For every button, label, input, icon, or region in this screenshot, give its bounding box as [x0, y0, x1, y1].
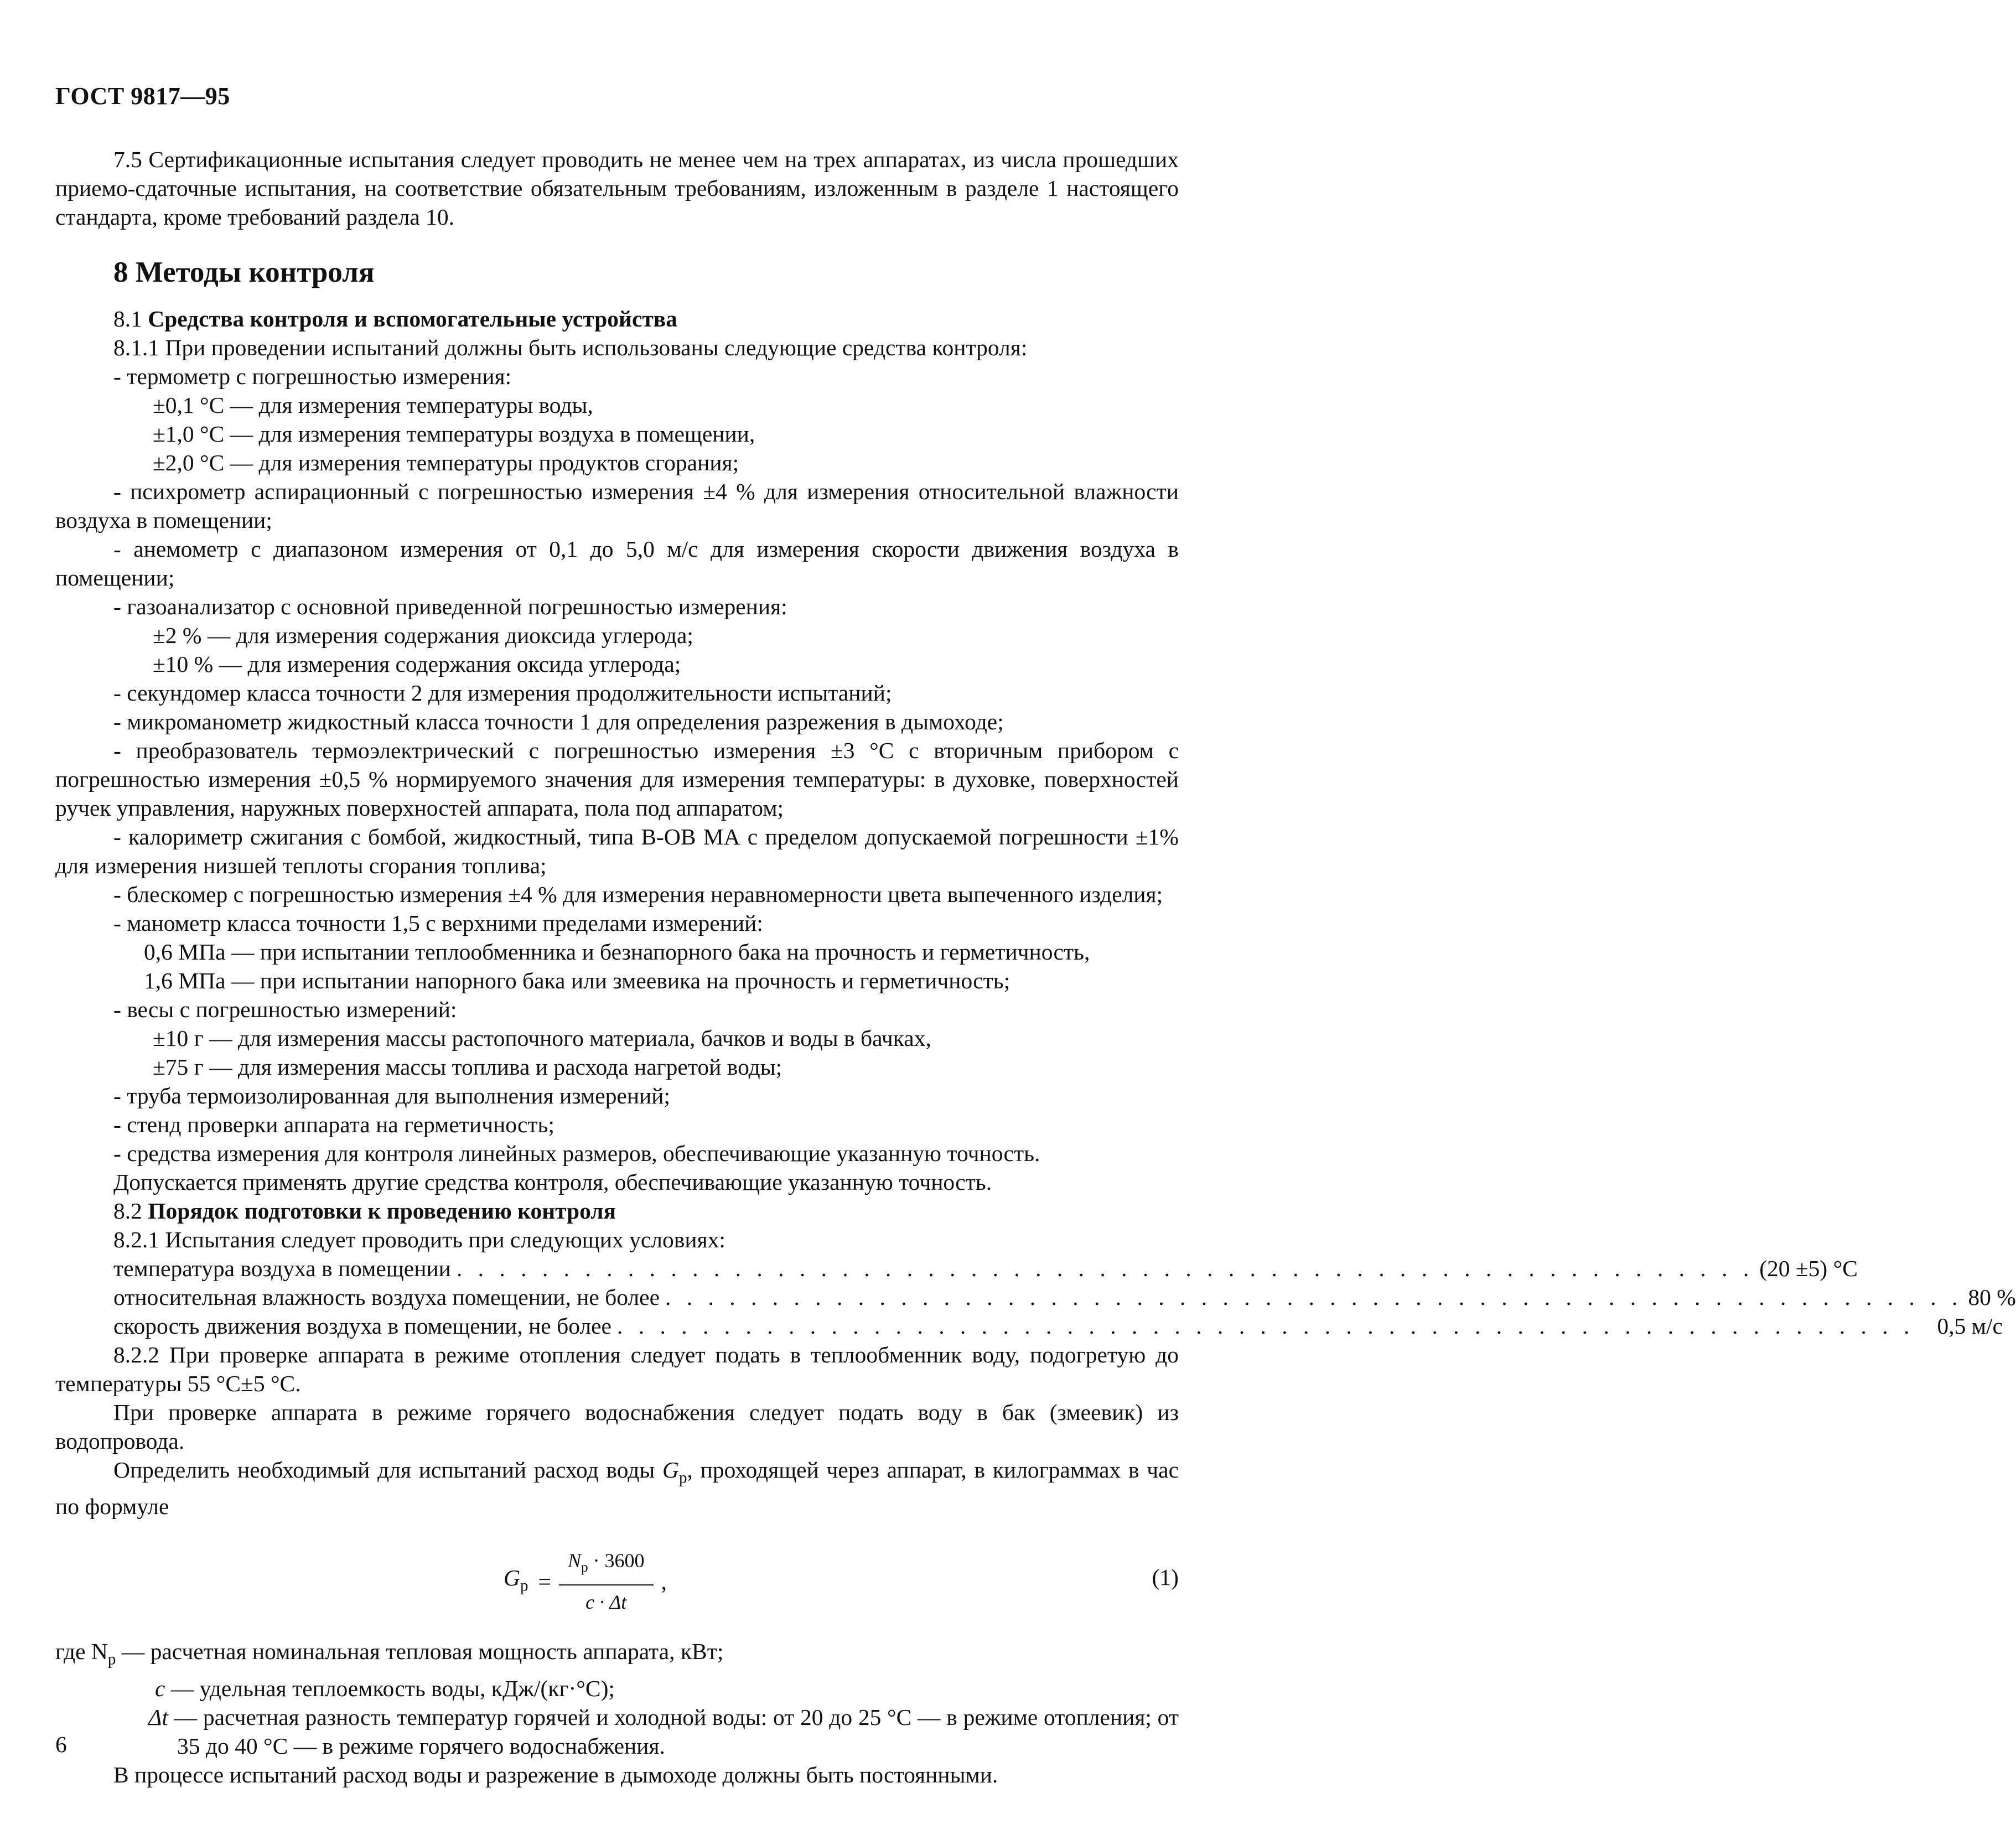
legend-symbol: c [155, 1675, 165, 1701]
list-item-glossmeter: - блескомер с погрешностью измерения ±4 % для измерения неравномерности цвета выпеченного изделия; [113, 882, 1163, 907]
list-item-thermoelectric-converter: - преобразователь термоэлектрический с погрешностью измерения ±3 °C с вторичным прибором с погрешностью измерения ±0,5 % нормируемого значения для измерения температуры: в духовке, поверхностей ручек управления, наружных поверхностей аппарата, пола под аппаратом; [55, 738, 1179, 821]
paragraph-8-1-1: 8.1.1 При проведении испытаний должны быть использованы следующие средства контроля: [113, 335, 1028, 360]
paragraph-8-2-1: 8.2.1 Испытания следует проводить при следующих условиях: [113, 1227, 725, 1252]
legend-item [55, 1637, 1179, 1673]
scales-detail-2: ±75 г — для измерения массы топлива и расхода нагретой воды; [153, 1054, 782, 1080]
legend-item [55, 1674, 1179, 1703]
list-item-micromanometer: - микроманометр жидкостный класса точности 1 для определения разрежения в дымоходе; [113, 709, 1004, 734]
condition-value: 0,5 м/с [1920, 1313, 2003, 1339]
subsection-8-2-heading [55, 1196, 1179, 1225]
formula-expression [504, 1546, 667, 1616]
condition-label: температура воздуха в помещении [113, 1256, 451, 1281]
paragraph-constant: В процессе испытаний расход воды и разрежение в дымоходе должны быть постоянными. [113, 1761, 998, 1787]
list-item-calorimeter: - калориметр сжигания с бомбой, жидкостный, типа В-ОВ МА с пределом допускаемой погрешности ±1% для измерения низшей теплоты сгорания топлива; [55, 824, 1179, 878]
subsection-8-2-title: Порядок подготовки к проведению контроля [148, 1198, 616, 1224]
condition-row [55, 1254, 1858, 1283]
list-item-stopwatch: - секундомер класса точности 2 для измерения продолжительности испытаний; [113, 680, 892, 706]
list-item-linear-measure: - средства измерения для контроля линейных размеров, обеспечивающие указанную точность. [113, 1141, 1040, 1166]
list-item-psychrometer: - психрометр аспирационный с погрешностью измерения ±4 % для измерения относительной влажности воздуха в помещении; [55, 479, 1179, 533]
list-item-anemometer: - анемометр с диапазоном измерения от 0,1 до 5,0 м/с для измерения скорости движения воздуха в помещении; [55, 536, 1179, 590]
subsection-8-2-number: 8.2 [113, 1198, 142, 1224]
legend-text: — удельная теплоемкость воды, кДж/(кг·°C); [165, 1675, 615, 1701]
subsection-8-1-heading [55, 304, 1179, 333]
formula-fraction [559, 1546, 654, 1616]
flow-text-a: Определить необходимый для испытаний расход воды [113, 1457, 663, 1483]
thermometer-detail-2: ±1,0 °C — для измерения температуры воздуха в помещении, [153, 421, 755, 447]
gas-detail-2: ±10 % — для измерения содержания оксида углерода; [153, 651, 681, 677]
list-item-stand: - стенд проверки аппарата на герметичность; [113, 1112, 555, 1137]
standard-header: ГОСТ 9817—95 [55, 82, 230, 110]
subsection-8-1-title: Средства контроля и вспомогательные устройства [148, 306, 677, 331]
leader-dots: . . . . . . . . . . . . . . . . . . . . . . . . . . . . . . . . . . . . . . . . . . . . . . . . . . . . . . . . . . . . . [456, 1256, 1754, 1281]
scales-detail-1: ±10 г — для измерения массы растопочного материала, бачков и воды в бачках, [153, 1025, 931, 1051]
legend-symbol: Δt [148, 1704, 168, 1730]
legend-text: — расчетная номинальная тепловая мощность аппарата, кВт; [116, 1639, 724, 1665]
legend-text: — расчетная разность температур горячей и холодной воды: от 20 до 25 °C — в режиме отопления; от 35 до 40 °C — в режиме горячего водоснабжения. [168, 1704, 1179, 1759]
formula-lhs-sub: р [520, 1577, 528, 1595]
paragraph-hot-water: При проверке аппарата в режиме горячего водоснабжения следует подать воду в бак (змеевик) из водопровода. [55, 1400, 1179, 1454]
manometer-detail-2: 1,6 МПа — при испытании напорного бака или змеевика на прочность и герметичность; [144, 968, 1010, 993]
paragraph-8-2-2: 8.2.2 При проверке аппарата в режиме отопления следует подать в теплообменник воду, подогретую до температуры 55 °C±5 °C. [55, 1342, 1179, 1396]
list-item-manometer: - манометр класса точности 1,5 с верхними пределами измерений: [113, 910, 763, 936]
formula-tail: , [661, 1568, 667, 1594]
paragraph-7-5: 7.5 Сертификационные испытания следует проводить не менее чем на трех аппаратах, из числа прошедших приемо-сдаточные испытания, на соответствие обязательным требованиям, изложенным в разделе 1 настоящего стандарта, кроме требований раздела 10. [55, 147, 1179, 230]
formula-legend [55, 1637, 1179, 1760]
formula-1 [55, 1541, 1179, 1624]
paragraph-allowed-other: Допускается применять другие средства контроля, обеспечивающие указанную точность. [113, 1169, 992, 1195]
formula-numerator-var: N [567, 1550, 581, 1572]
condition-row [55, 1312, 2003, 1340]
paragraph-flow [55, 1455, 1179, 1521]
list-item-scales: - весы с погрешностью измерений: [113, 997, 457, 1022]
condition-value: (20 ±5) °C [1759, 1256, 1858, 1281]
condition-label: относительная влажность воздуха помещении, не более [113, 1284, 660, 1310]
legend-item [55, 1703, 1179, 1760]
condition-row [55, 1283, 2016, 1312]
legend-symbol-sub: р [107, 1650, 116, 1668]
condition-label: скорость движения воздуха в помещении, не более [113, 1313, 611, 1339]
equation-number: (1) [1152, 1564, 1179, 1590]
formula-equals: = [538, 1568, 551, 1594]
page-number: 6 [55, 1732, 67, 1757]
condition-value: 80 % [1968, 1284, 2016, 1310]
thermometer-detail-1: ±0,1 °C — для измерения температуры воды, [153, 392, 593, 418]
formula-lhs [504, 1563, 528, 1600]
list-item-gas-analyzer: - газоанализатор с основной приведенной погрешностью измерения: [113, 594, 787, 619]
formula-numerator-sub: р [581, 1560, 588, 1576]
formula-denominator: c · Δt [585, 1591, 627, 1614]
list-item-thermometer: - термометр с погрешностью измерения: [113, 364, 512, 389]
subsection-8-1-number: 8.1 [113, 306, 142, 331]
section-8-heading: 8 Методы контроля [113, 256, 375, 288]
flow-text-b: , проходящей через аппарат, в килограммах в час по формуле [55, 1457, 1179, 1520]
formula-lhs-var: G [504, 1564, 520, 1590]
list-item-pipe: - труба термоизолированная для выполнения измерений; [113, 1083, 671, 1108]
page-content [55, 145, 2016, 1789]
flow-variable: G [662, 1457, 679, 1483]
formula-numerator [559, 1546, 654, 1585]
leader-dots: . . . . . . . . . . . . . . . . . . . . . . . . . . . . . . . . . . . . . . . . . . . . . . . . . . . . . . . . . . . . . [616, 1313, 1915, 1339]
leader-dots: . . . . . . . . . . . . . . . . . . . . . . . . . . . . . . . . . . . . . . . . . . . . . . . . . . . . . . . . . . . . . [665, 1284, 1963, 1310]
manometer-detail-1: 0,6 МПа — при испытании теплообменника и безнапорного бака на прочность и герметичность, [144, 939, 1090, 965]
formula-numerator-rest: · 3600 [588, 1550, 645, 1572]
legend-symbol: где N [55, 1639, 108, 1665]
thermometer-detail-3: ±2,0 °C — для измерения температуры продуктов сгорания; [153, 450, 739, 475]
gas-detail-1: ±2 % — для измерения содержания диоксида углерода; [153, 623, 693, 648]
flow-variable-subscript: р [679, 1469, 687, 1487]
